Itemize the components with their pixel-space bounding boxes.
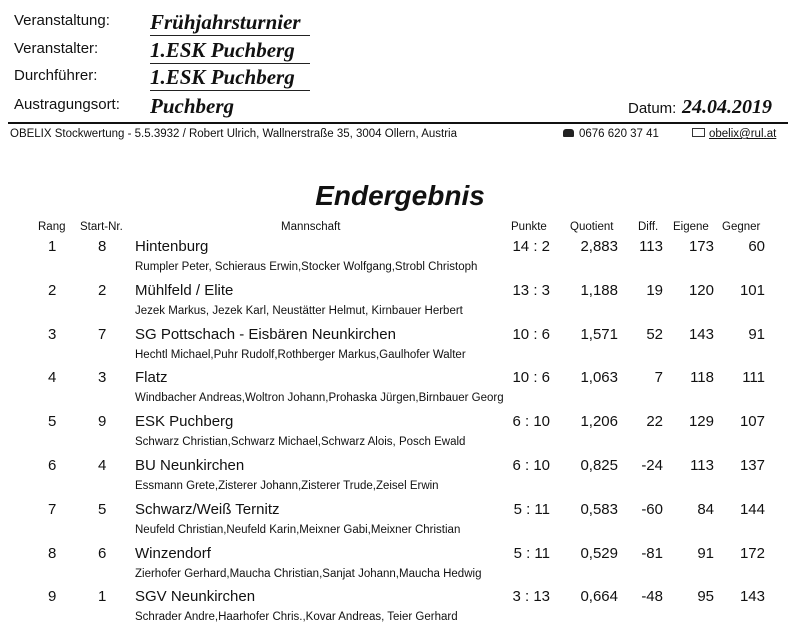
- page-title: Endergebnis: [315, 180, 485, 211]
- team-members: Schrader Andre,Haarhofer Chris.,Kovar Andreas, Teier Gerhard: [135, 611, 458, 623]
- quotient-cell: 1,188: [580, 282, 618, 299]
- quotient-cell: 0,825: [580, 457, 618, 474]
- start-number-cell: 9: [98, 413, 107, 430]
- col-diff: Diff.: [638, 221, 659, 233]
- diff-cell: -24: [641, 457, 663, 474]
- phone-number: 0676 620 37 41: [579, 128, 659, 140]
- team-name: Winzendorf: [135, 545, 211, 562]
- date-value: 24.04.2019: [682, 96, 772, 118]
- rang-cell: 3: [48, 326, 57, 343]
- event-name: Frühjahrsturnier: [150, 10, 301, 34]
- eigene-cell: 120: [688, 282, 714, 299]
- quotient-cell: 0,529: [580, 545, 618, 562]
- rang-cell: 9: [48, 588, 57, 605]
- quotient-cell: 1,063: [580, 369, 618, 386]
- eigene-cell: 113: [690, 457, 714, 474]
- col-mannschaft: Mannschaft: [281, 221, 341, 233]
- punkte-cell: 6 : 10: [512, 457, 550, 474]
- diff-cell: -81: [641, 545, 663, 562]
- gegner-cell: 144: [739, 501, 765, 518]
- team-name: Flatz: [135, 369, 168, 386]
- rang-cell: 1: [48, 238, 57, 255]
- event-label: Veranstaltung:: [14, 12, 110, 29]
- rang-cell: 7: [48, 501, 57, 518]
- start-number-cell: 6: [98, 545, 107, 562]
- start-number-cell: 3: [98, 369, 107, 386]
- underline: [150, 35, 310, 36]
- punkte-cell: 13 : 3: [512, 282, 550, 299]
- diff-cell: 52: [646, 326, 663, 343]
- punkte-cell: 3 : 13: [512, 588, 550, 605]
- team-members: Essmann Grete,Zisterer Johann,Zisterer Trude,Zeisel Erwin: [135, 480, 439, 492]
- venue-label: Austragungsort:: [14, 96, 120, 113]
- diff-cell: 22: [646, 413, 663, 430]
- gegner-cell: 172: [739, 545, 765, 562]
- team-members: Hechtl Michael,Puhr Rudolf,Rothberger Markus,Gaulhofer Walter: [135, 349, 466, 361]
- team-name: Hintenburg: [135, 238, 209, 255]
- team-members: Schwarz Christian,Schwarz Michael,Schwarz Alois, Posch Ewald: [135, 436, 466, 448]
- gegner-cell: 143: [739, 588, 765, 605]
- executor-name: 1.ESK Puchberg: [150, 65, 295, 89]
- diff-cell: 113: [639, 238, 663, 255]
- underline: [150, 90, 310, 91]
- phone-icon: [563, 129, 574, 137]
- col-start: Start-Nr.: [80, 221, 123, 233]
- col-gegner: Gegner: [722, 221, 761, 233]
- punkte-cell: 10 : 6: [512, 326, 550, 343]
- executor-label: Durchführer:: [14, 67, 98, 84]
- start-number-cell: 8: [98, 238, 107, 255]
- start-number-cell: 5: [98, 501, 107, 518]
- gegner-cell: 60: [748, 238, 765, 255]
- organizer-label: Veranstalter:: [14, 40, 99, 57]
- eigene-cell: 95: [697, 588, 714, 605]
- punkte-cell: 6 : 10: [512, 413, 550, 430]
- punkte-cell: 10 : 6: [512, 369, 550, 386]
- start-number-cell: 2: [98, 282, 107, 299]
- software-info: OBELIX Stockwertung - 5.5.3932 / Robert Ulrich, Wallnerstraße 35, 3004 Ollern, Austria: [10, 128, 458, 140]
- team-name: Mühlfeld / Elite: [135, 282, 234, 299]
- header-separator: [8, 122, 788, 124]
- eigene-cell: 91: [697, 545, 714, 562]
- eigene-cell: 143: [688, 326, 714, 343]
- team-name: SGV Neunkirchen: [135, 588, 256, 605]
- underline: [150, 63, 310, 64]
- gegner-cell: 137: [739, 457, 765, 474]
- quotient-cell: 1,571: [580, 326, 618, 343]
- rang-cell: 6: [48, 457, 57, 474]
- punkte-cell: 5 : 11: [513, 501, 550, 518]
- eigene-cell: 84: [697, 501, 714, 518]
- rang-cell: 8: [48, 545, 57, 562]
- team-members: Rumpler Peter, Schieraus Erwin,Stocker Wolfgang,Strobl Christoph: [135, 261, 478, 273]
- eigene-cell: 173: [688, 238, 714, 255]
- team-members: Zierhofer Gerhard,Maucha Christian,Sanjat Johann,Maucha Hedwig: [135, 568, 482, 580]
- mail-icon: [692, 128, 705, 137]
- col-punkte: Punkte: [511, 221, 547, 233]
- start-number-cell: 4: [98, 457, 107, 474]
- rang-cell: 4: [48, 369, 57, 386]
- start-number-cell: 1: [98, 588, 107, 605]
- team-name: BU Neunkirchen: [135, 457, 245, 474]
- quotient-cell: 0,583: [580, 501, 618, 518]
- gegner-cell: 91: [748, 326, 765, 343]
- diff-cell: -48: [641, 588, 663, 605]
- eigene-cell: 118: [690, 369, 714, 386]
- rang-cell: 2: [48, 282, 57, 299]
- col-quotient: Quotient: [570, 221, 614, 233]
- team-members: Jezek Markus, Jezek Karl, Neustätter Helmut, Kirnbauer Herbert: [135, 305, 463, 317]
- venue-name: Puchberg: [150, 94, 234, 118]
- team-name: SG Pottschach - Eisbären Neunkirchen: [135, 326, 396, 343]
- organizer-name: 1.ESK Puchberg: [150, 38, 295, 62]
- gegner-cell: 111: [742, 369, 765, 386]
- col-rang: Rang: [38, 221, 66, 233]
- quotient-cell: 1,206: [580, 413, 618, 430]
- quotient-cell: 2,883: [580, 238, 618, 255]
- col-eigene: Eigene: [673, 221, 709, 233]
- email-link[interactable]: obelix@rul.at: [709, 128, 777, 140]
- diff-cell: 7: [654, 369, 663, 386]
- date-label: Datum:: [628, 100, 677, 117]
- team-members: Neufeld Christian,Neufeld Karin,Meixner Gabi,Meixner Christian: [135, 524, 461, 536]
- eigene-cell: 129: [688, 413, 714, 430]
- team-name: Schwarz/Weiß Ternitz: [135, 501, 280, 518]
- diff-cell: 19: [646, 282, 663, 299]
- start-number-cell: 7: [98, 326, 107, 343]
- punkte-cell: 5 : 11: [513, 545, 550, 562]
- diff-cell: -60: [641, 501, 663, 518]
- rang-cell: 5: [48, 413, 57, 430]
- gegner-cell: 101: [739, 282, 765, 299]
- email-contact[interactable]: [692, 128, 776, 140]
- quotient-cell: 0,664: [580, 588, 618, 605]
- team-name: ESK Puchberg: [135, 413, 234, 430]
- gegner-cell: 107: [739, 413, 765, 430]
- team-members: Windbacher Andreas,Woltron Johann,Prohaska Jürgen,Birnbauer Georg: [135, 392, 504, 404]
- punkte-cell: 14 : 2: [512, 238, 550, 255]
- phone-contact: [563, 128, 659, 140]
